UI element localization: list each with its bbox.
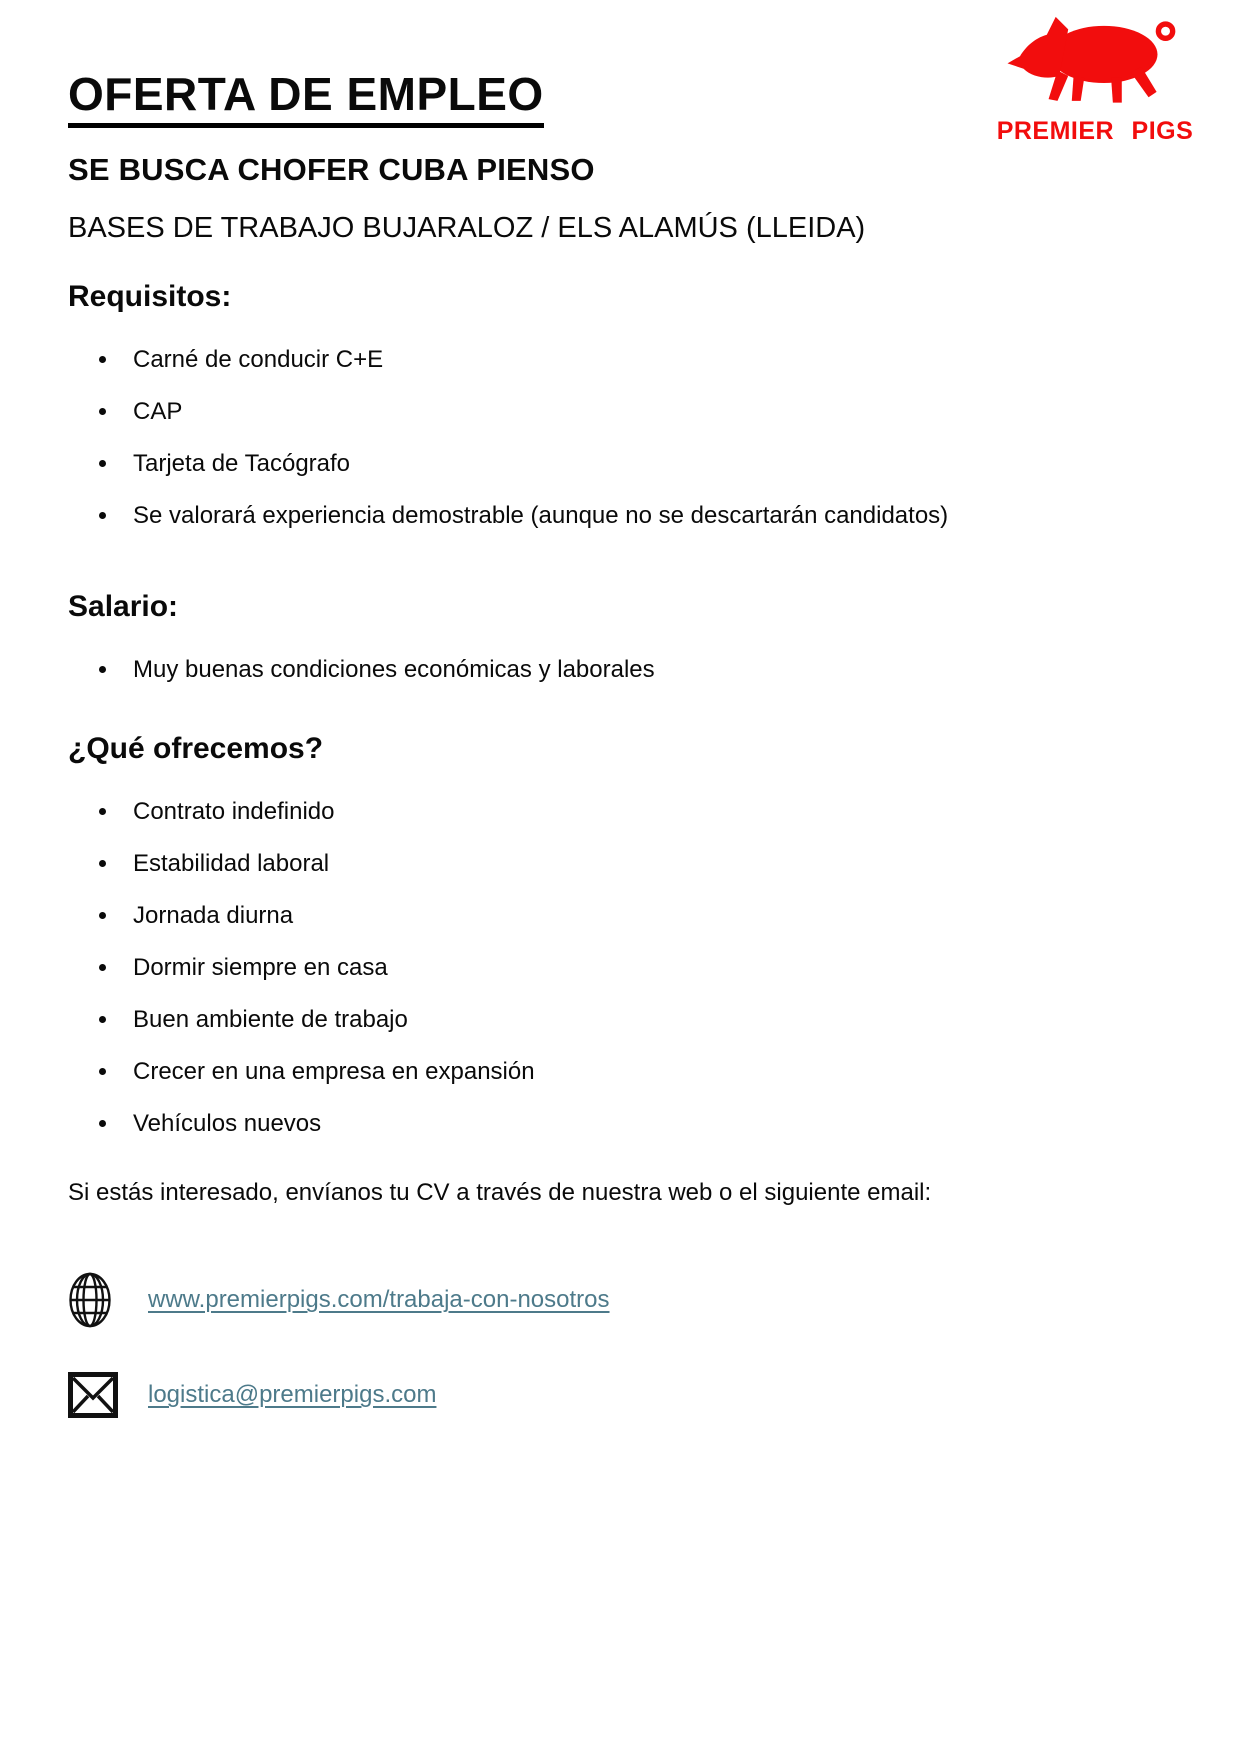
closing-line: Si estás interesado, envíanos tu CV a través de nuestra web o el siguiente email: <box>68 1179 932 1207</box>
email-row <box>68 1372 1170 1418</box>
bullet-icon <box>99 356 106 363</box>
list-item <box>68 850 1170 878</box>
list-item <box>68 346 1170 374</box>
list-item-text: Vehículos nuevos <box>133 1110 322 1138</box>
bullet-icon <box>99 1120 106 1127</box>
bullet-icon <box>99 1016 106 1023</box>
company-logo <box>990 8 1200 146</box>
page-title: OFERTA DE EMPLEO <box>68 70 544 128</box>
email-link[interactable]: logistica@premierpigs.com <box>148 1381 437 1409</box>
bullet-icon <box>99 460 106 467</box>
bullet-icon <box>99 808 106 815</box>
list-item-text: Dormir siempre en casa <box>133 954 388 982</box>
list-item-text: Tarjeta de Tacógrafo <box>133 450 351 478</box>
list-item-text: Buen ambiente de trabajo <box>133 1006 408 1034</box>
globe-icon <box>68 1272 124 1328</box>
section-heading-requisitos: Requisitos: <box>68 280 232 314</box>
work-bases-line: BASES DE TRABAJO BUJARALOZ / ELS ALAMÚS (LLEIDA) <box>68 212 866 245</box>
bullet-icon <box>99 860 106 867</box>
website-link[interactable]: www.premierpigs.com/trabaja-con-nosotros <box>148 1286 610 1314</box>
list-item-text: Muy buenas condiciones económicas y laborales <box>133 656 655 684</box>
envelope-icon <box>68 1372 124 1418</box>
brand-name: PREMIER PIGS <box>996 117 1194 145</box>
list-item-text: Crecer en una empresa en expansión <box>133 1058 535 1086</box>
list-item <box>68 502 1170 530</box>
list-item <box>68 656 1170 684</box>
list-item-text: Contrato indefinido <box>133 798 335 826</box>
list-item <box>68 798 1170 826</box>
list-item <box>68 1006 1170 1034</box>
list-item-text: Jornada diurna <box>133 902 294 930</box>
list-item <box>68 398 1170 426</box>
list-item-text: Se valorará experiencia demostrable (aunque no se descartarán candidatos) <box>133 502 949 530</box>
section-heading-salario: Salario: <box>68 590 179 624</box>
list-item-text: Carné de conducir C+E <box>133 346 384 374</box>
list-item <box>68 1058 1170 1086</box>
requisitos-list <box>68 346 1170 530</box>
bullet-icon <box>99 408 106 415</box>
ofrecemos-list <box>68 798 1170 1138</box>
pig-icon <box>1005 95 1185 112</box>
list-item <box>68 450 1170 478</box>
bullet-icon <box>99 964 106 971</box>
bullet-icon <box>99 912 106 919</box>
bullet-icon <box>99 666 106 673</box>
list-item <box>68 902 1170 930</box>
bullet-icon <box>99 1068 106 1075</box>
job-position-heading: SE BUSCA CHOFER CUBA PIENSO <box>68 152 595 188</box>
salario-list <box>68 656 1170 684</box>
list-item <box>68 1110 1170 1138</box>
website-row <box>68 1272 1170 1328</box>
bullet-icon <box>99 512 106 519</box>
section-heading-ofrecemos: ¿Qué ofrecemos? <box>68 732 324 766</box>
list-item <box>68 954 1170 982</box>
list-item-text: Estabilidad laboral <box>133 850 330 878</box>
list-item-text: CAP <box>133 398 183 426</box>
